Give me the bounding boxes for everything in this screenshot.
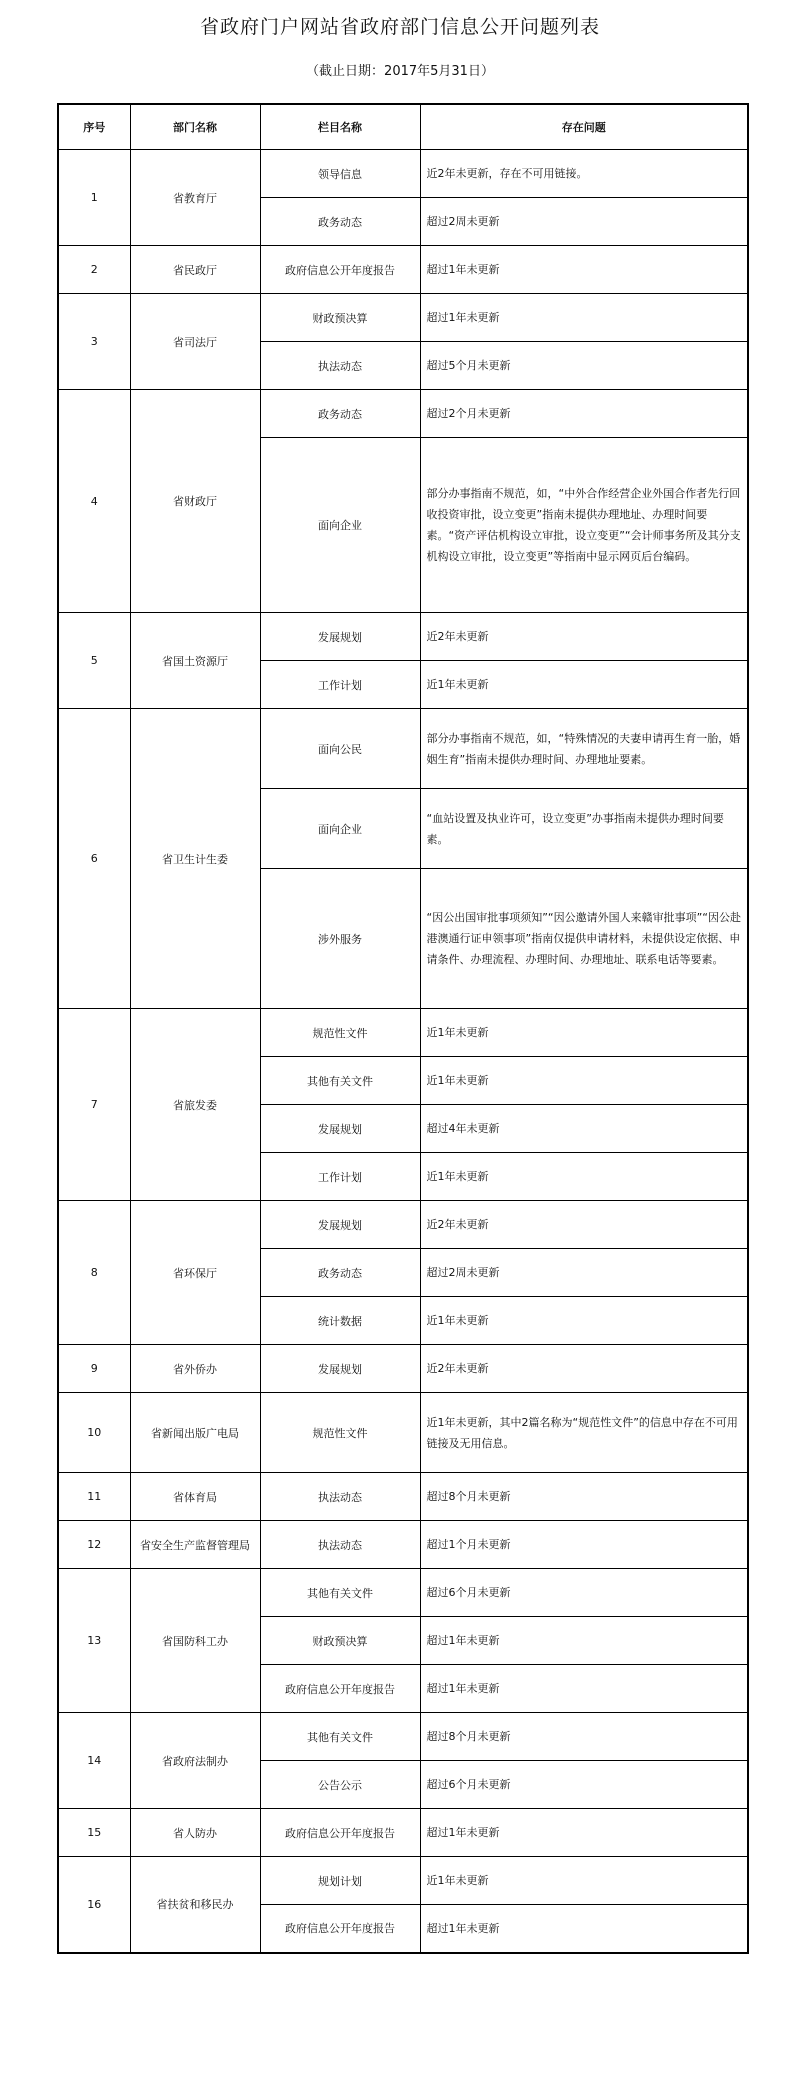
table-row <box>58 709 748 789</box>
issue-description: 超过1个月未更新 <box>420 1521 748 1569</box>
department-name: 省卫生计生委 <box>130 709 260 1009</box>
issue-description: 超过2周未更新 <box>420 1249 748 1297</box>
column-name: 发展规划 <box>260 1345 420 1393</box>
row-number: 15 <box>58 1809 130 1857</box>
issue-description: 超过1年未更新 <box>420 294 748 342</box>
issue-description: “因公出国审批事项须知”“因公邀请外国人来赣审批事项”“因公赴港澳通行证申领事项”指南仅提供申请材料，未提供设定依据、申请条件、办理流程、办理时间、办理地址、联系电话等要素。 <box>420 869 748 1009</box>
column-name: 工作计划 <box>260 661 420 709</box>
issue-description: 近2年未更新 <box>420 613 748 661</box>
column-name: 工作计划 <box>260 1153 420 1201</box>
table-row <box>58 1521 748 1569</box>
row-number: 2 <box>58 246 130 294</box>
table-row <box>58 1345 748 1393</box>
issues-table <box>57 103 749 1954</box>
table-body <box>58 150 748 1953</box>
column-name: 政府信息公开年度报告 <box>260 1665 420 1713</box>
column-name: 政务动态 <box>260 390 420 438</box>
department-name: 省司法厅 <box>130 294 260 390</box>
department-name: 省体育局 <box>130 1473 260 1521</box>
column-name: 发展规划 <box>260 1105 420 1153</box>
column-name: 执法动态 <box>260 1521 420 1569</box>
issue-description: 超过2周未更新 <box>420 198 748 246</box>
table-row <box>58 1473 748 1521</box>
row-number: 3 <box>58 294 130 390</box>
column-name: 面向企业 <box>260 438 420 613</box>
table-row <box>58 150 748 198</box>
column-name: 统计数据 <box>260 1297 420 1345</box>
row-number: 1 <box>58 150 130 246</box>
issue-description: 超过1年未更新 <box>420 1617 748 1665</box>
department-name: 省国防科工办 <box>130 1569 260 1713</box>
issue-description: 近1年未更新 <box>420 1009 748 1057</box>
table-row <box>58 1809 748 1857</box>
row-number: 14 <box>58 1713 130 1809</box>
issue-description: 部分办事指南不规范，如，“特殊情况的夫妻申请再生育一胎，婚姻生育”指南未提供办理时间、办理地址要素。 <box>420 709 748 789</box>
issue-description: 超过1年未更新 <box>420 1809 748 1857</box>
column-name: 政务动态 <box>260 1249 420 1297</box>
row-number: 5 <box>58 613 130 709</box>
issue-description: 超过8个月未更新 <box>420 1473 748 1521</box>
department-name: 省国土资源厅 <box>130 613 260 709</box>
department-name: 省民政厅 <box>130 246 260 294</box>
issue-description: 超过6个月未更新 <box>420 1569 748 1617</box>
column-name: 其他有关文件 <box>260 1569 420 1617</box>
row-number: 6 <box>58 709 130 1009</box>
column-name: 发展规划 <box>260 1201 420 1249</box>
header-column: 栏目名称 <box>260 104 420 150</box>
table-row <box>58 246 748 294</box>
issue-description: “血站设置及执业许可，设立变更”办事指南未提供办理时间要素。 <box>420 789 748 869</box>
column-name: 领导信息 <box>260 150 420 198</box>
table-row <box>58 390 748 438</box>
issue-description: 近1年未更新 <box>420 1153 748 1201</box>
department-name: 省环保厅 <box>130 1201 260 1345</box>
issue-description: 部分办事指南不规范，如，“中外合作经营企业外国合作者先行回收投资审批，设立变更”指南未提供办理地址、办理时间要素。“资产评估机构设立审批，设立变更”“会计师事务所及其分支机构设立审批，设立变更”等指南中显示网页后台编码。 <box>420 438 748 613</box>
table-row <box>58 1201 748 1249</box>
column-name: 政府信息公开年度报告 <box>260 1809 420 1857</box>
column-name: 执法动态 <box>260 342 420 390</box>
column-name: 执法动态 <box>260 1473 420 1521</box>
department-name: 省扶贫和移民办 <box>130 1857 260 1953</box>
row-number: 8 <box>58 1201 130 1345</box>
issue-description: 超过2个月未更新 <box>420 390 748 438</box>
issue-description: 超过4年未更新 <box>420 1105 748 1153</box>
column-name: 其他有关文件 <box>260 1713 420 1761</box>
row-number: 16 <box>58 1857 130 1953</box>
issue-description: 近1年未更新 <box>420 1297 748 1345</box>
table-row <box>58 294 748 342</box>
issue-description: 近1年未更新 <box>420 1857 748 1905</box>
column-name: 规范性文件 <box>260 1393 420 1473</box>
department-name: 省财政厅 <box>130 390 260 613</box>
column-name: 涉外服务 <box>260 869 420 1009</box>
page-subtitle: （截止日期：2017年5月31日） <box>306 64 494 79</box>
issue-description: 超过1年未更新 <box>420 1905 748 1953</box>
row-number: 9 <box>58 1345 130 1393</box>
table-row <box>58 1857 748 1905</box>
row-number: 12 <box>58 1521 130 1569</box>
column-name: 规划计划 <box>260 1857 420 1905</box>
row-number: 11 <box>58 1473 130 1521</box>
table-row <box>58 1569 748 1617</box>
department-name: 省教育厅 <box>130 150 260 246</box>
table-row <box>58 1713 748 1761</box>
issue-description: 超过5个月未更新 <box>420 342 748 390</box>
issue-description: 近2年未更新，存在不可用链接。 <box>420 150 748 198</box>
row-number: 10 <box>58 1393 130 1473</box>
issue-description: 近2年未更新 <box>420 1201 748 1249</box>
table-row <box>58 613 748 661</box>
issue-description: 超过1年未更新 <box>420 1665 748 1713</box>
department-name: 省人防办 <box>130 1809 260 1857</box>
column-name: 财政预决算 <box>260 294 420 342</box>
column-name: 财政预决算 <box>260 1617 420 1665</box>
column-name: 政府信息公开年度报告 <box>260 1905 420 1953</box>
department-name: 省旅发委 <box>130 1009 260 1201</box>
row-number: 7 <box>58 1009 130 1201</box>
department-name: 省新闻出版广电局 <box>130 1393 260 1473</box>
table-row <box>58 1009 748 1057</box>
issue-description: 近1年未更新 <box>420 661 748 709</box>
row-number: 4 <box>58 390 130 613</box>
issue-description: 近1年未更新，其中2篇名称为“规范性文件”的信息中存在不可用链接及无用信息。 <box>420 1393 748 1473</box>
issue-description: 近1年未更新 <box>420 1057 748 1105</box>
column-name: 面向公民 <box>260 709 420 789</box>
table-header-row <box>58 104 748 150</box>
header-issue: 存在问题 <box>420 104 748 150</box>
department-name: 省政府法制办 <box>130 1713 260 1809</box>
issue-description: 近2年未更新 <box>420 1345 748 1393</box>
column-name: 规范性文件 <box>260 1009 420 1057</box>
issue-description: 超过1年未更新 <box>420 246 748 294</box>
issue-description: 超过8个月未更新 <box>420 1713 748 1761</box>
page-title: 省政府门户网站省政府部门信息公开问题列表 <box>199 16 600 38</box>
column-name: 公告公示 <box>260 1761 420 1809</box>
header-no: 序号 <box>58 104 130 150</box>
column-name: 发展规划 <box>260 613 420 661</box>
department-name: 省安全生产监督管理局 <box>130 1521 260 1569</box>
column-name: 政府信息公开年度报告 <box>260 246 420 294</box>
column-name: 政务动态 <box>260 198 420 246</box>
table-row <box>58 1393 748 1473</box>
row-number: 13 <box>58 1569 130 1713</box>
issue-description: 超过6个月未更新 <box>420 1761 748 1809</box>
column-name: 其他有关文件 <box>260 1057 420 1105</box>
department-name: 省外侨办 <box>130 1345 260 1393</box>
header-dept: 部门名称 <box>130 104 260 150</box>
column-name: 面向企业 <box>260 789 420 869</box>
